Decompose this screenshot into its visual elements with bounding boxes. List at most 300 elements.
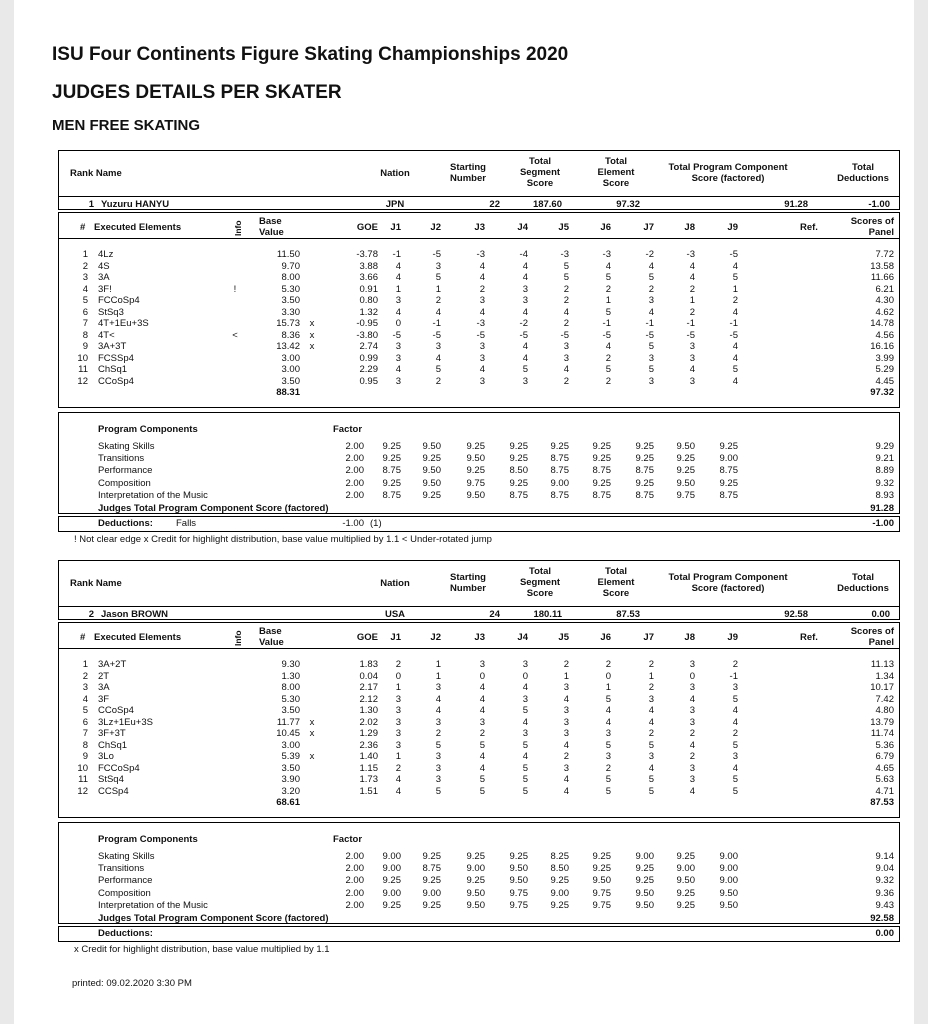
component-judge-score: 9.25 — [676, 851, 695, 862]
element-base-value: 8.00 — [281, 272, 300, 283]
element-judge-score: 3 — [648, 693, 654, 705]
goe-header: GOE — [356, 222, 378, 233]
element-code: ChSq1 — [98, 739, 128, 751]
element-panel-score: 4.30 — [875, 295, 894, 306]
element-number: 1 — [82, 249, 88, 260]
judge-header-j4: J4 — [517, 632, 528, 643]
element-panel-score: 3.99 — [875, 352, 894, 364]
component-judge-score: 9.50 — [635, 887, 654, 899]
element-judge-score: 1 — [689, 295, 695, 306]
element-judge-score: 4 — [689, 785, 695, 797]
element-judge-score: 5 — [522, 739, 528, 751]
element-number: 3 — [82, 272, 88, 283]
elements-header-divider — [58, 238, 900, 239]
element-judge-score: 5 — [605, 272, 611, 283]
component-judge-score: 9.25 — [635, 441, 654, 452]
elements-header-divider — [58, 648, 900, 649]
element-judge-score: 4 — [732, 705, 738, 716]
element-code: 3A — [98, 272, 110, 283]
element-base-value: 10.45 — [276, 728, 300, 739]
component-panel-score: 8.89 — [875, 465, 894, 477]
element-judge-score: -3 — [602, 249, 611, 260]
header-divider — [58, 606, 900, 607]
element-judge-score: 3 — [689, 659, 695, 670]
component-judge-score: 9.50 — [676, 441, 695, 452]
component-factor: 2.00 — [345, 477, 364, 489]
element-base-value: 5.30 — [281, 283, 300, 295]
element-judge-score: -1 — [645, 318, 654, 329]
element-judge-score: 4 — [689, 260, 695, 272]
element-judge-score: 4 — [563, 364, 569, 375]
element-panel-score: 16.16 — [870, 341, 894, 352]
element-judge-score: -5 — [519, 329, 528, 341]
element-judge-score: 4 — [479, 751, 485, 762]
element-judge-score: 4 — [648, 716, 654, 728]
element-highlight-mark: x — [309, 728, 315, 739]
element-base-value: 9.70 — [281, 260, 300, 272]
element-judge-score: 5 — [732, 785, 738, 797]
element-judge-score: 3 — [479, 659, 485, 670]
deduction-item-count: (1) — [370, 518, 382, 529]
component-judge-score: 9.50 — [422, 441, 441, 452]
component-judge-score: 8.75 — [509, 489, 528, 501]
component-name: Skating Skills — [98, 441, 155, 452]
judge-header-j1: J1 — [390, 632, 401, 643]
component-judge-score: 9.75 — [466, 477, 485, 489]
element-goe: 3.66 — [359, 272, 378, 283]
judge-header-j8: J8 — [684, 222, 695, 233]
component-judge-score: 9.25 — [676, 465, 695, 477]
element-code: CCoSp4 — [98, 705, 134, 716]
element-panel-score: 4.71 — [875, 785, 894, 797]
element-judge-score: 4 — [479, 705, 485, 716]
element-judge-score: 4 — [689, 272, 695, 283]
element-judge-score: 3 — [648, 375, 654, 387]
component-judge-score: 9.25 — [382, 453, 401, 465]
element-judge-score: 4 — [563, 693, 569, 705]
component-judge-score: 9.00 — [422, 887, 441, 899]
component-judge-score: 9.25 — [422, 899, 441, 911]
element-panel-score: 11.66 — [870, 272, 894, 283]
component-panel-score: 9.32 — [875, 875, 894, 887]
rank-name-header: Rank Name — [70, 578, 122, 589]
element-judge-score: 2 — [732, 659, 738, 670]
element-judge-score: 3 — [395, 352, 401, 364]
component-judge-score: 9.00 — [382, 887, 401, 899]
element-panel-score: 10.17 — [870, 682, 894, 693]
element-base-value: 3.00 — [281, 352, 300, 364]
element-panel-score: 6.21 — [875, 283, 894, 295]
component-judge-score: 9.25 — [422, 875, 441, 887]
tss-header: Total Segment Score — [519, 566, 561, 599]
component-judge-score: 9.50 — [422, 477, 441, 489]
element-judge-score: 2 — [435, 295, 441, 306]
judges-total-label: Judges Total Program Component Score (factored) — [98, 913, 329, 924]
judge-header-j4: J4 — [517, 222, 528, 233]
element-judge-score: 2 — [689, 728, 695, 739]
component-judge-score: 8.75 — [422, 863, 441, 875]
element-code: 4T+1Eu+3S — [98, 318, 149, 329]
judge-header-j1: J1 — [390, 222, 401, 233]
element-judge-score: 3 — [732, 682, 738, 693]
component-judge-score: 8.75 — [382, 489, 401, 501]
element-judge-score: -1 — [602, 318, 611, 329]
element-judge-score: 3 — [563, 716, 569, 728]
element-goe: 2.74 — [359, 341, 378, 352]
element-judge-score: 3 — [563, 352, 569, 364]
component-panel-score: 9.43 — [875, 899, 894, 911]
component-judge-score: 9.00 — [719, 863, 738, 875]
component-judge-score: 9.25 — [466, 441, 485, 452]
element-panel-score: 13.79 — [870, 716, 894, 728]
skater-nation: JPN — [385, 199, 405, 210]
element-judge-score: -3 — [476, 318, 485, 329]
element-judge-score: 3 — [435, 774, 441, 785]
element-code: 3F — [98, 693, 110, 705]
component-name: Performance — [98, 875, 153, 887]
element-code: FCSSp4 — [98, 352, 134, 364]
judge-header-j2: J2 — [430, 222, 441, 233]
component-factor: 2.00 — [345, 887, 364, 899]
element-judge-score: 5 — [648, 739, 654, 751]
starting-number-header: Starting Number — [450, 162, 486, 184]
judges-total-label: Judges Total Program Component Score (factored) — [98, 503, 329, 514]
element-base-value: 15.73 — [276, 318, 300, 329]
document-page — [14, 0, 914, 1024]
element-judge-score: 4 — [522, 306, 528, 318]
element-judge-score: 4 — [732, 375, 738, 387]
element-number: 7 — [82, 318, 88, 329]
element-judge-score: 3 — [563, 341, 569, 352]
element-judge-score: 3 — [648, 352, 654, 364]
element-judge-score: 3 — [689, 341, 695, 352]
element-judge-score: 5 — [479, 774, 485, 785]
element-judge-score: 4 — [522, 272, 528, 283]
component-judge-score: 9.00 — [719, 851, 738, 862]
element-judge-score: -3 — [560, 249, 569, 260]
element-judge-score: 2 — [689, 306, 695, 318]
ref-header: Ref. — [800, 222, 818, 233]
element-judge-score: 5 — [605, 306, 611, 318]
element-judge-score: -2 — [519, 318, 528, 329]
element-judge-score: 2 — [732, 295, 738, 306]
element-panel-score: 11.74 — [870, 728, 894, 739]
component-judge-score: 9.50 — [422, 465, 441, 477]
element-panel-score: 4.65 — [875, 762, 894, 774]
element-base-value: 3.20 — [281, 785, 300, 797]
component-judge-score: 9.25 — [466, 465, 485, 477]
element-judge-score: 5 — [605, 785, 611, 797]
element-judge-score: 2 — [563, 295, 569, 306]
element-judge-score: 4 — [522, 682, 528, 693]
element-panel-score: 4.80 — [875, 705, 894, 716]
element-judge-score: 3 — [689, 375, 695, 387]
element-number: 5 — [82, 705, 88, 716]
component-judge-score: 9.50 — [466, 899, 485, 911]
factor-header: Factor — [333, 424, 363, 435]
element-judge-score: 2 — [563, 659, 569, 670]
element-judge-score: 0 — [395, 318, 401, 329]
header-divider — [58, 196, 900, 197]
component-judge-score: 9.25 — [719, 441, 738, 452]
element-judge-score: 3 — [563, 728, 569, 739]
component-panel-score: 9.21 — [875, 453, 894, 465]
element-judge-score: 3 — [479, 352, 485, 364]
element-judge-score: -1 — [432, 318, 441, 329]
element-goe: 2.12 — [359, 693, 378, 705]
element-judge-score: 4 — [563, 785, 569, 797]
element-judge-score: 3 — [605, 728, 611, 739]
judge-header-j9: J9 — [727, 222, 738, 233]
element-base-value: 11.50 — [276, 249, 300, 260]
component-judge-score: 9.25 — [550, 899, 569, 911]
element-number: 2 — [82, 260, 88, 272]
element-base-value: 8.00 — [281, 682, 300, 693]
element-code: 4T< — [98, 329, 115, 341]
skater-rank: 2 — [88, 609, 94, 620]
element-judge-score: -5 — [476, 329, 485, 341]
judge-header-j5: J5 — [558, 222, 569, 233]
element-judge-score: 2 — [395, 762, 401, 774]
element-judge-score: -5 — [729, 329, 738, 341]
element-judge-score: 4 — [479, 682, 485, 693]
element-highlight-mark: x — [309, 341, 315, 352]
skater-ded: 0.00 — [871, 609, 890, 620]
element-judge-score: -4 — [519, 249, 528, 260]
element-code: StSq3 — [98, 306, 124, 318]
elements-score-total: 87.53 — [870, 797, 894, 808]
element-base-value: 11.77 — [276, 716, 300, 728]
event-name: MEN FREE SKATING — [52, 117, 201, 134]
element-judge-score: 0 — [522, 670, 528, 682]
skater-block-2 — [58, 560, 900, 955]
component-judge-score: 9.75 — [509, 899, 528, 911]
document-subtitle: JUDGES DETAILS PER SKATER — [52, 82, 342, 103]
skater-start-no: 24 — [489, 609, 500, 620]
component-judge-score: 9.25 — [509, 453, 528, 465]
element-judge-score: 2 — [648, 659, 654, 670]
element-judge-score: -3 — [476, 249, 485, 260]
component-judge-score: 9.25 — [635, 875, 654, 887]
rank-name-header: Rank Name — [70, 168, 122, 179]
component-judge-score: 9.50 — [676, 875, 695, 887]
element-judge-score: 4 — [522, 716, 528, 728]
element-judge-score: 5 — [435, 272, 441, 283]
element-judge-score: 5 — [479, 739, 485, 751]
element-judge-score: 3 — [435, 341, 441, 352]
element-judge-score: -1 — [392, 249, 401, 260]
judges-total-score: 91.28 — [870, 503, 894, 514]
element-panel-score: 14.78 — [870, 318, 894, 329]
component-name: Composition — [98, 887, 151, 899]
element-judge-score: 4 — [522, 260, 528, 272]
pcs-header: Total Program Component Score (factored) — [668, 162, 788, 184]
element-judge-score: 3 — [435, 716, 441, 728]
element-number: 5 — [82, 295, 88, 306]
component-judge-score: 9.50 — [466, 453, 485, 465]
tss-header: Total Segment Score — [519, 156, 561, 189]
element-judge-score: 3 — [479, 341, 485, 352]
skater-pcs: 91.28 — [784, 199, 808, 210]
element-judge-score: 5 — [648, 785, 654, 797]
tes-header: Total Element Score — [597, 156, 635, 189]
element-judge-score: 4 — [732, 306, 738, 318]
element-number: 3 — [82, 682, 88, 693]
element-base-value: 3.50 — [281, 295, 300, 306]
element-highlight-mark: x — [309, 716, 315, 728]
element-judge-score: 4 — [479, 260, 485, 272]
element-judge-score: 4 — [563, 739, 569, 751]
element-judge-score: 1 — [435, 670, 441, 682]
skater-tes: 97.32 — [616, 199, 640, 210]
element-judge-score: 5 — [648, 774, 654, 785]
element-judge-score: 1 — [395, 283, 401, 295]
element-judge-score: 2 — [479, 283, 485, 295]
component-judge-score: 9.00 — [550, 477, 569, 489]
component-judge-score: 9.25 — [592, 477, 611, 489]
nation-header: Nation — [380, 578, 410, 589]
element-judge-score: 1 — [435, 659, 441, 670]
element-judge-score: -3 — [686, 249, 695, 260]
component-judge-score: 9.75 — [509, 887, 528, 899]
element-judge-score: 4 — [648, 762, 654, 774]
element-number: 11 — [78, 364, 88, 375]
element-judge-score: 5 — [522, 705, 528, 716]
judges-total-score: 92.58 — [870, 913, 894, 924]
component-panel-score: 9.36 — [875, 887, 894, 899]
element-number: 12 — [77, 785, 88, 797]
element-judge-score: 3 — [395, 728, 401, 739]
scores-of-panel-header: Scores of Panel — [850, 216, 894, 238]
element-goe: 1.15 — [359, 762, 378, 774]
element-base-value: 8.36 — [281, 329, 300, 341]
component-panel-score: 9.04 — [875, 863, 894, 875]
pcs-header: Total Program Component Score (factored) — [668, 572, 788, 594]
component-judge-score: 9.00 — [719, 453, 738, 465]
element-judge-score: 3 — [395, 341, 401, 352]
element-judge-score: 5 — [522, 785, 528, 797]
element-judge-score: 3 — [605, 751, 611, 762]
element-judge-score: 3 — [732, 751, 738, 762]
element-base-value: 3.50 — [281, 705, 300, 716]
deductions-label: Deductions: — [98, 518, 153, 529]
element-judge-score: 3 — [395, 693, 401, 705]
ded-header: Total Deductions — [837, 572, 889, 594]
element-judge-score: 4 — [522, 751, 528, 762]
element-judge-score: 4 — [395, 364, 401, 375]
component-judge-score: 9.75 — [592, 899, 611, 911]
component-factor: 2.00 — [345, 851, 364, 862]
element-goe: 1.30 — [359, 705, 378, 716]
element-judge-score: 3 — [522, 295, 528, 306]
element-number: 9 — [82, 751, 88, 762]
element-judge-score: 2 — [435, 375, 441, 387]
element-judge-score: -5 — [392, 329, 401, 341]
element-code: 3F+3T — [98, 728, 126, 739]
component-panel-score: 8.93 — [875, 489, 894, 501]
element-judge-score: 4 — [435, 705, 441, 716]
component-name: Transitions — [98, 863, 145, 875]
skater-tss: 187.60 — [532, 199, 562, 210]
judge-header-j9: J9 — [727, 632, 738, 643]
element-number: 8 — [82, 739, 88, 751]
legend-footnote: x Credit for highlight distribution, base value multiplied by 1.1 — [74, 944, 330, 955]
element-judge-score: 5 — [732, 693, 738, 705]
component-factor: 2.00 — [345, 875, 364, 887]
element-judge-score: 3 — [689, 682, 695, 693]
component-name: Performance — [98, 465, 153, 477]
component-judge-score: 9.25 — [382, 875, 401, 887]
component-judge-score: 9.75 — [676, 489, 695, 501]
element-judge-score: 3 — [435, 762, 441, 774]
component-judge-score: 9.50 — [509, 863, 528, 875]
element-judge-score: 2 — [605, 762, 611, 774]
deduction-item-value: -1.00 — [342, 518, 364, 529]
element-judge-score: 2 — [563, 318, 569, 329]
component-name: Interpretation of the Music — [98, 489, 208, 501]
element-judge-score: 5 — [522, 364, 528, 375]
ded-header: Total Deductions — [837, 162, 889, 184]
component-judge-score: 9.25 — [422, 453, 441, 465]
component-judge-score: 8.75 — [592, 465, 611, 477]
element-judge-score: 4 — [479, 306, 485, 318]
skater-name: Yuzuru HANYU — [101, 199, 170, 210]
element-judge-score: 1 — [605, 682, 611, 693]
component-judge-score: 8.50 — [550, 863, 569, 875]
element-code: 4S — [98, 260, 110, 272]
component-judge-score: 8.75 — [592, 489, 611, 501]
component-judge-score: 9.25 — [676, 453, 695, 465]
component-judge-score: 9.25 — [466, 851, 485, 862]
element-judge-score: 3 — [563, 705, 569, 716]
element-judge-score: 0 — [605, 670, 611, 682]
judge-header-j3: J3 — [474, 632, 485, 643]
element-judge-score: 3 — [522, 659, 528, 670]
element-judge-score: 4 — [479, 693, 485, 705]
element-judge-score: 3 — [689, 716, 695, 728]
factor-header: Factor — [333, 834, 363, 845]
element-judge-score: 3 — [563, 682, 569, 693]
element-base-value: 3.30 — [281, 306, 300, 318]
component-factor: 2.00 — [345, 441, 364, 452]
component-judge-score: 8.75 — [635, 489, 654, 501]
component-judge-score: 9.25 — [676, 899, 695, 911]
element-judge-score: -5 — [602, 329, 611, 341]
component-judge-score: 9.00 — [466, 863, 485, 875]
component-factor: 2.00 — [345, 863, 364, 875]
judge-header-j5: J5 — [558, 632, 569, 643]
component-judge-score: 9.25 — [382, 899, 401, 911]
element-judge-score: 3 — [479, 716, 485, 728]
ref-header: Ref. — [800, 632, 818, 643]
component-judge-score: 9.25 — [592, 441, 611, 452]
element-judge-score: 3 — [435, 682, 441, 693]
element-base-value: 5.30 — [281, 693, 300, 705]
element-number: 12 — [77, 375, 88, 387]
deductions-label: Deductions: — [98, 928, 153, 939]
element-judge-score: 5 — [605, 739, 611, 751]
element-judge-score: 3 — [648, 295, 654, 306]
element-judge-score: 3 — [689, 774, 695, 785]
component-judge-score: 9.25 — [509, 441, 528, 452]
element-judge-score: 4 — [479, 762, 485, 774]
element-judge-score: 4 — [522, 341, 528, 352]
element-judge-score: -1 — [729, 670, 738, 682]
component-judge-score: 9.50 — [635, 899, 654, 911]
element-number: 10 — [77, 352, 88, 364]
judge-header-j6: J6 — [600, 632, 611, 643]
component-judge-score: 9.25 — [509, 477, 528, 489]
